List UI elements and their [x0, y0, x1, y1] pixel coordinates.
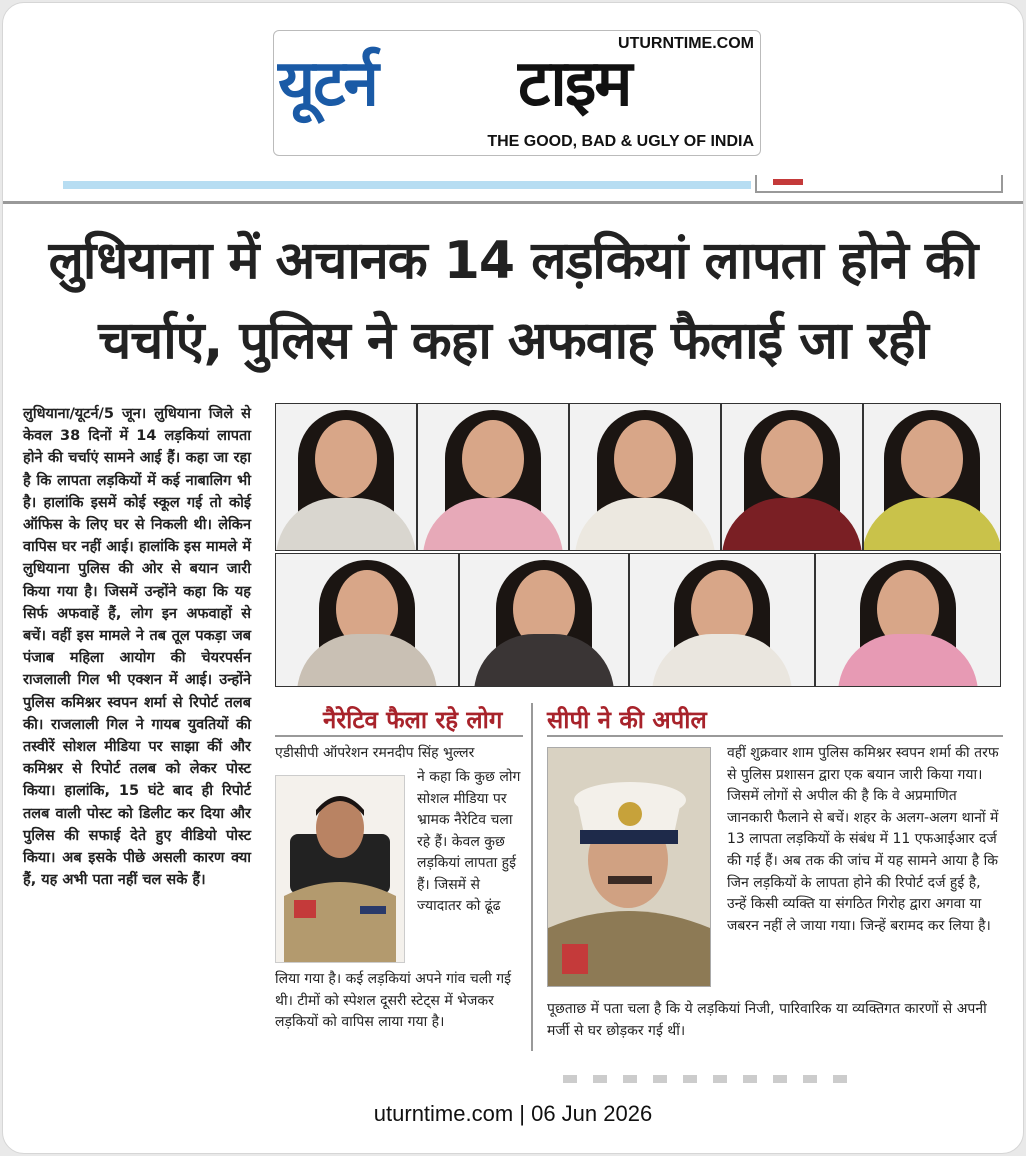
- footer-source: uturntime.com | 06 Jun 2026: [373, 1101, 653, 1126]
- cut-text-fragment: [563, 1075, 863, 1083]
- appeal-top-text: वहीं शुक्रवार शाम पुलिस कमिश्नर स्वपन शर्मा की तरफ से पुलिस प्रशासन द्वारा एक बयान जारी किया गया। जिसमें लोगों से अपील की है कि वे अप्रमाणित जानकारी फैलाने से बचें। शहर के अलग-अलग थानों में 13 लापता लड़कियों के संबंध में 11 एफआईआर दर्ज की गई हैं। अब तक की जांच में यह सामने आया है कि जिन लड़कियों के लापता होने की रिपोर्ट दर्ज हुई है, उन्हें किसी व्यक्ति या संगठित गिरोह द्वारा अगवा या जबरन नहीं ले जाया गया। जिन्हें बरामद कर लिया है।: [727, 745, 999, 934]
- missing-girls-photo-grid: [275, 403, 1001, 687]
- logo-hindi-brand: यूटर्न: [278, 47, 377, 121]
- section-heading-narrative: नैरेटिव फैला रहे लोग: [323, 706, 503, 734]
- decorative-stripe: [63, 181, 751, 189]
- section-divider: [275, 735, 523, 737]
- girl-photo: [459, 553, 629, 687]
- column-divider: [531, 703, 533, 1051]
- police-commissioner-photo: [547, 747, 711, 987]
- girl-photo: [569, 403, 721, 551]
- narrative-side-text: ने कहा कि कुछ लोग सोशल मीडिया पर भ्रामक नैरेटिव चला रहे हैं। केवल कुछ लड़कियां लापता हुई हैं। जिसमें से ज्यादातर को ढूंढ: [417, 769, 521, 914]
- logo-hindi-brand-2: टाइम: [518, 47, 631, 121]
- girl-photo: [815, 553, 1001, 687]
- masthead: [273, 30, 761, 156]
- decorative-red-mark: [773, 179, 803, 185]
- section-divider: [547, 735, 1003, 737]
- newspaper-clipping: [2, 2, 1024, 1154]
- masthead-url: UTURNTIME.COM: [618, 35, 754, 52]
- girl-photo: [275, 553, 459, 687]
- narrative-bottom-text: लिया गया है। कई लड़कियां अपने गांव चली गई थी। टीमों को स्पेशल दूसरी स्टेट्स में भेजकर लड़कियों को वापिस लाया गया है।: [275, 971, 512, 1030]
- section-heading-appeal: सीपी ने की अपील: [547, 706, 707, 734]
- girl-photo: [629, 553, 815, 687]
- story-body: लुधियाना/यूटर्न/5 जून। लुधियाना जिले से केवल 38 दिनों में 14 लड़कियां लापता होने की चर्चाएं सामने आई हैं। कहा जा रहा है कि लापता लड़कियों में कई नाबालिग भी है। हालांकि इसमें कोई स्कूल गई तो कोई ऑफिस के लिए घर से निकली थी। लेकिन वापिस घर नहीं आई। हालांकि इस मामले में लुधियाना पुलिस की ओर से बयान जारी किया गया है। जिसमें उन्होंने कहा कि यह सिर्फ अफवाहें हैं, लोग इन अफवाहों से बचें। वहीं इस मामले ने तब तूल पकड़ा जब पंजाब महिला आयोग की चेयरपर्सन राजलाली गिल भी एक्शन में आई। उन्होंने पुलिस कमिश्नर स्वपन शर्मा से रिपोर्ट तलब की। राजलाली गिल ने गायब युवतियों की तस्वीरें सोशल मीडिया पर साझा कीं और कमिश्नर से रिपोर्ट तलब को लेकर पोस्ट किया। हालांकि, 15 घंटे बाद ही रिपोर्ट तलब वाली पोस्ट को डिलीट कर दिया और पुलिस की सफाई देते हुए वीडियो पोस्ट किया। अब इसके पीछे असली कारण क्या हैं, यह अभी पता नहीं चल सके हैं।: [23, 406, 251, 889]
- girl-photo: [721, 403, 863, 551]
- narrative-intro: एडीसीपी ऑपरेशन रमनदीप सिंह भुल्लर: [275, 745, 475, 761]
- adcp-photo: [275, 775, 405, 963]
- girl-photo: [417, 403, 569, 551]
- girl-photo: [863, 403, 1001, 551]
- masthead-tagline: THE GOOD, BAD & UGLY OF INDIA: [487, 133, 754, 150]
- appeal-bottom-text: पूछताछ में पता चला है कि ये लड़कियां निजी, पारिवारिक या व्यक्तिगत कारणों से अपनी मर्जी से घर छोड़कर गई थीं।: [547, 1001, 987, 1039]
- girl-photo: [275, 403, 417, 551]
- divider: [3, 201, 1023, 204]
- headline: लुधियाना में अचानक 14 लड़कियां लापता होने की चर्चाएं, पुलिस ने कहा अफवाह फैलाई जा रही: [48, 231, 978, 371]
